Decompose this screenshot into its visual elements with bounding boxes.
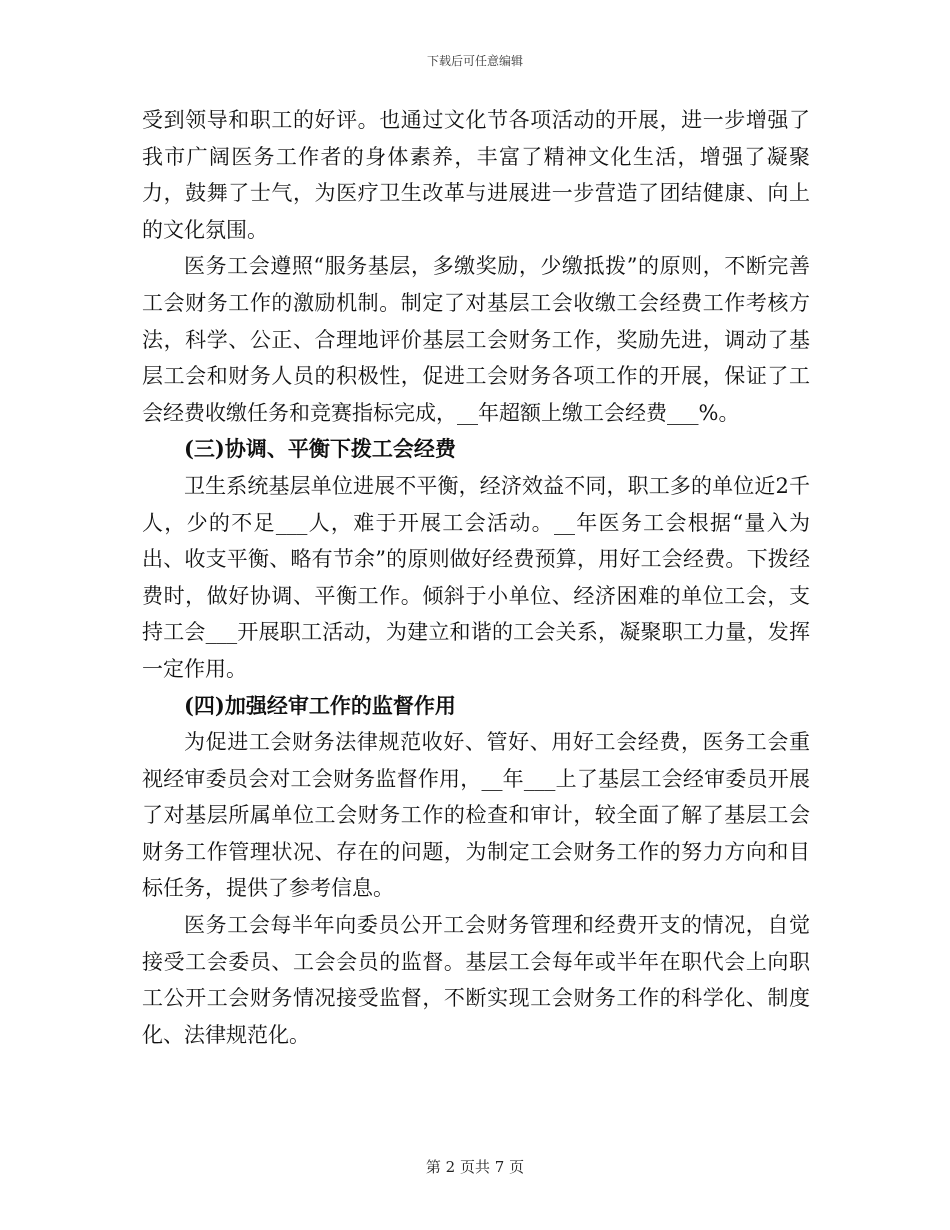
paragraph-4: 为促进工会财务法律规范收好、管好、用好工会经费，医务工会重视经审委员会对工会财务监督作用，__年___上了基层工会经审委员开展了对基层所属单位工会财务工作的检查和审计，较全面了解了基层工会财务工作管理状况、存在的问题，为制定工会财务工作的努力方向和目标任务，提供了参考信息。 — [142, 730, 810, 901]
paragraph-2: 医务工会遵照“服务基层，多缴奖励，少缴抵拨”的原则，不断完善工会财务工作的激励机制。制定了对基层工会收缴工会经费工作考核方法，科学、公正、合理地评价基层工会财务工作，奖励先进，调动了基层工会和财务人员的积极性，促进工会财务各项工作的开展，保证了工会经费收缴任务和竞赛指标完成，__年超额上缴工会经费___%。 — [142, 254, 810, 425]
paragraph-5: 医务工会每半年向委员公开工会财务管理和经费开支的情况，自觉接受工会委员、工会会员的监督。基层工会每年或半年在职代会上向职工公开工会财务情况接受监督，不断实现工会财务工作的科学化、制度化、法律规范化。 — [142, 913, 810, 1047]
paragraph-3: 卫生系统基层单位进展不平衡，经济效益不同，职工多的单位近2千人，少的不足___人，难于开展工会活动。__年医务工会根据“量入为出、收支平衡、略有节余”的原则做好经费预算，用好工会经费。下拨经费时，做好协调、平衡工作。倾斜于小单位、经济困难的单位工会，支持工会___开展职工活动，为建立和谐的工会关系，凝聚职工力量，发挥一定作用。 — [142, 473, 810, 681]
page-footer: 第 2 页共 7 页 — [425, 1158, 525, 1176]
paragraph-1: 受到领导和职工的好评。也通过文化节各项活动的开展，进一步增强了我市广阔医务工作者的身体素养，丰富了精神文化生活，增强了凝聚力，鼓舞了士气，为医疗卫生改革与进展进一步营造了团结健康、向上的文化氛围。 — [142, 108, 810, 242]
section-heading-3: (三)协调、平衡下拨工会经费 — [184, 436, 456, 462]
page-header: 下载后可任意编辑 — [426, 54, 523, 68]
document-body — [142, 102, 810, 1053]
section-heading-4: (四)加强经审工作的监督作用 — [184, 692, 456, 718]
